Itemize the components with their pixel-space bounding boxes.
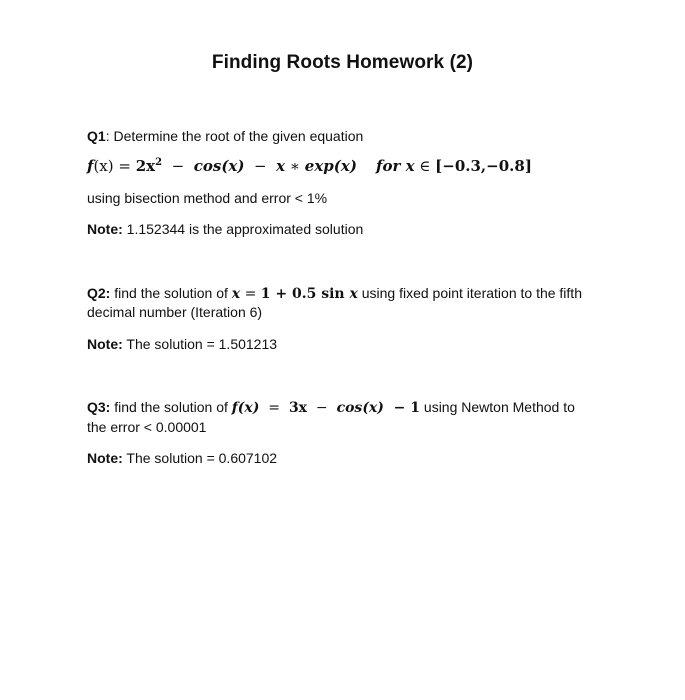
q2-label: Q2:	[87, 285, 111, 301]
q1-note	[87, 220, 363, 238]
q3-eq-rhs2: − 1	[383, 400, 421, 416]
q1-label: Q1	[87, 128, 106, 144]
q1-eq-f: f	[87, 157, 94, 175]
q3-text2: using Newton Method to	[420, 399, 575, 415]
q1-note-text: 1.152344 is the approximated solution	[122, 221, 364, 237]
q3-eq-f: f	[231, 400, 238, 416]
q2-text2: using fixed point iteration to the fifth	[357, 285, 582, 301]
q1-eq-minus2: −	[244, 157, 277, 175]
q3-eq-minus: −	[307, 400, 337, 416]
q1-eq-times: ∗	[285, 157, 305, 175]
q1-eq-gap	[357, 157, 376, 175]
q1-eq-exp: exp	[304, 157, 334, 175]
q3-eq-arg: (x)	[237, 400, 260, 416]
q3-eq-cos-arg: (x)	[362, 400, 384, 416]
q2-line1	[87, 284, 582, 303]
q1-equation	[87, 157, 532, 178]
q1-prompt-line	[87, 127, 363, 145]
q3-eq-rhs1: 3x	[288, 400, 308, 416]
q1-note-label: Note:	[87, 221, 123, 237]
q1-eq-cos: cos	[193, 157, 222, 175]
q1-prompt: Determine the root of the given equation	[109, 128, 364, 144]
q2-line2: decimal number (Iteration 6)	[87, 304, 263, 320]
q3-note-label: Note:	[87, 450, 123, 466]
page-title: Finding Roots Homework (2)	[211, 52, 474, 73]
q1-eq-exp2: 2	[155, 157, 163, 168]
q2-eq-eq: =	[240, 286, 261, 302]
q2-eq-x: x	[231, 286, 241, 302]
q1-colon: :	[105, 128, 110, 144]
q2-note-label: Note:	[87, 336, 123, 352]
q3-text1: find the solution of	[110, 399, 232, 415]
q1-eq-interval: [−0.3,−0.8]	[435, 157, 532, 175]
q3-line2: the error < 0.00001	[87, 419, 207, 435]
q3-note	[87, 449, 277, 467]
q3-eq-eq: =	[259, 400, 289, 416]
q3-line1	[87, 398, 575, 417]
q1-eq-in: ∈	[414, 157, 436, 175]
q1-eq-x: x	[276, 157, 286, 175]
q2-eq-rhs: 1 + 0.5 sin	[260, 286, 345, 302]
q2-note	[87, 335, 277, 353]
q1-eq-for: for x	[376, 157, 415, 175]
q1-eq-minus1: −	[162, 157, 194, 175]
q1-eq-term1: 2x	[135, 157, 156, 175]
q1-eq-lhs-args: (x) =	[93, 157, 136, 175]
q2-note-text: The solution = 1.501213	[122, 336, 278, 352]
q2-eq-x2: x	[344, 286, 358, 302]
q3-note-text: The solution = 0.607102	[122, 450, 278, 466]
q1-eq-cos-arg: (x)	[221, 157, 245, 175]
q3-label: Q3:	[87, 399, 111, 415]
q1-eq-exp-arg: (x)	[333, 157, 357, 175]
q2-text1: find the solution of	[110, 285, 232, 301]
q1-method: using bisection method and error < 1%	[87, 190, 328, 206]
q3-eq-cos: cos	[336, 400, 363, 416]
